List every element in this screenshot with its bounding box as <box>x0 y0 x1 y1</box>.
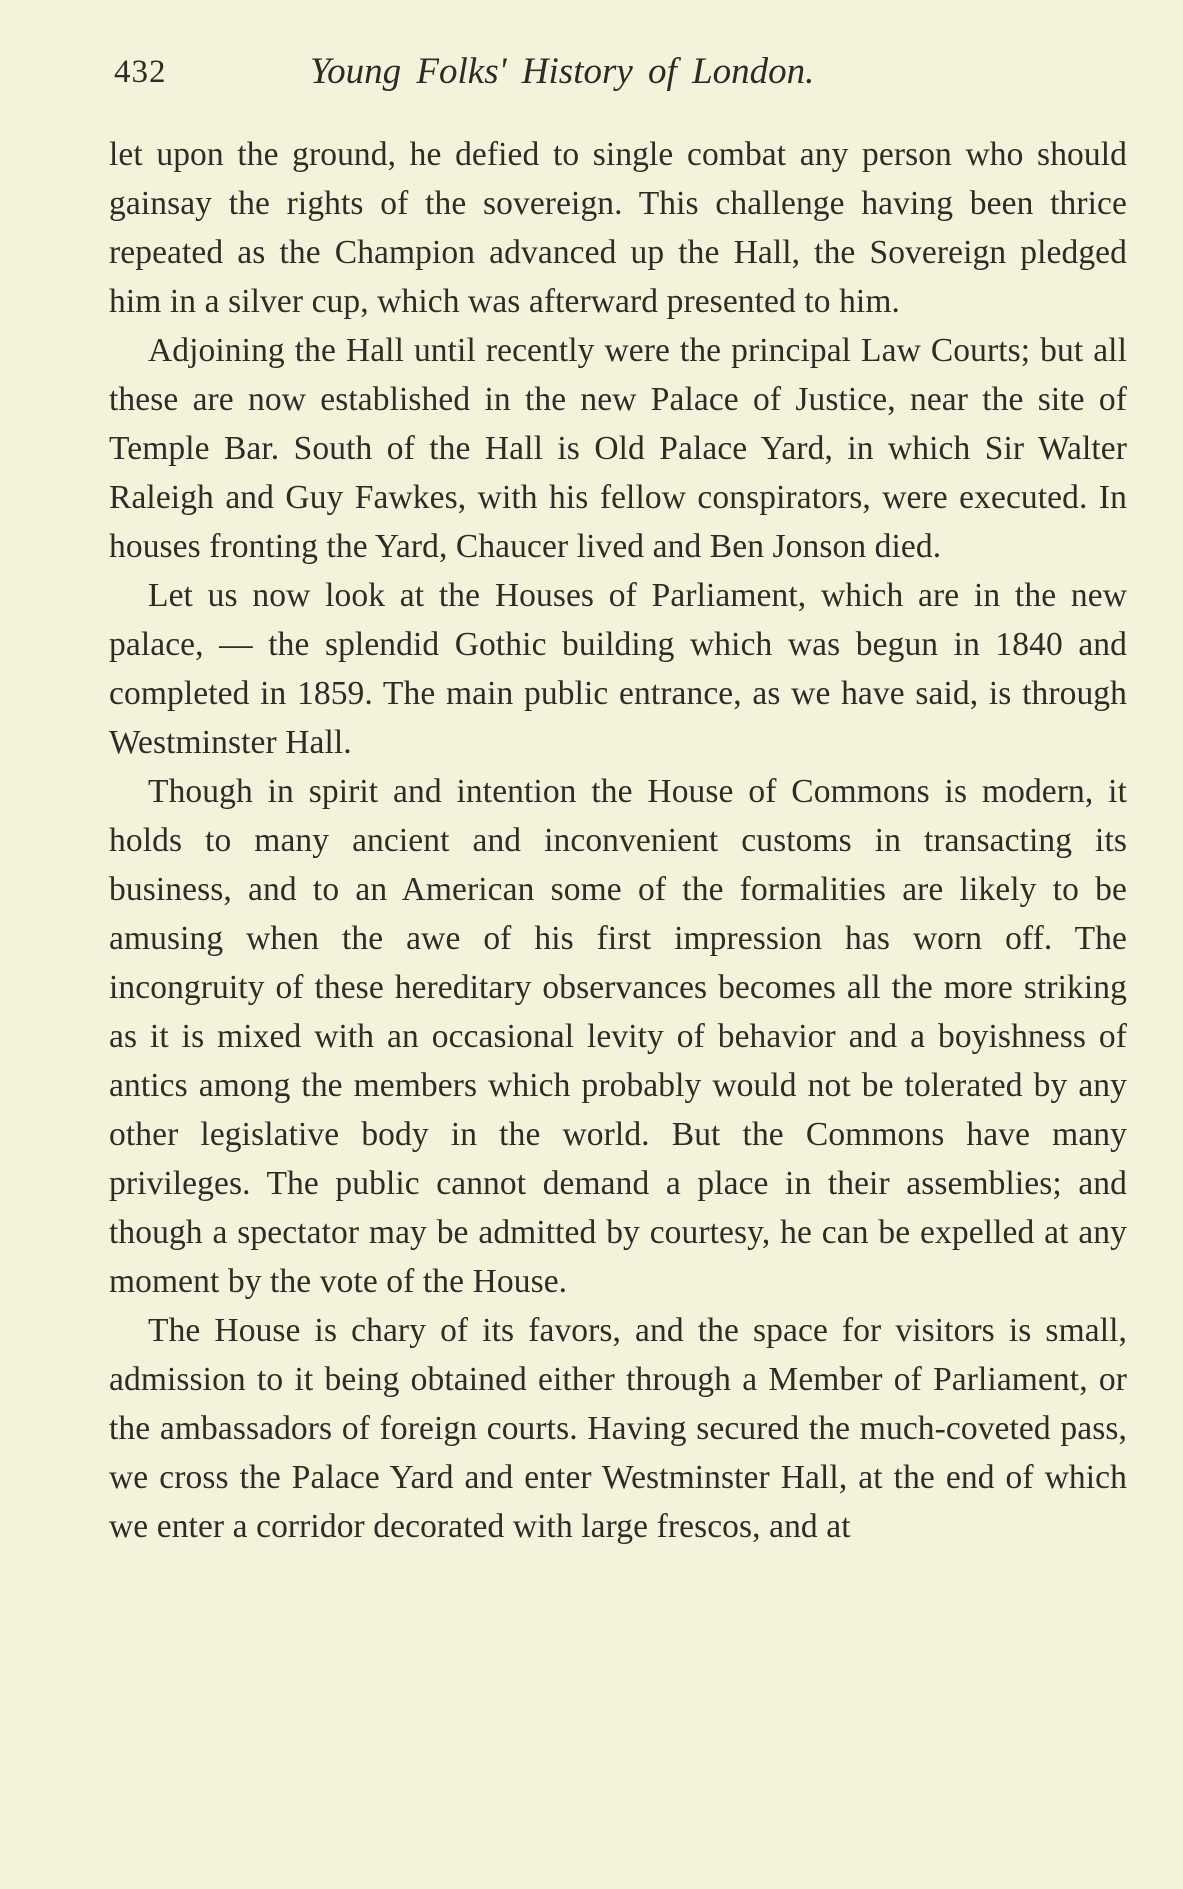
paragraph-house-of-commons: Though in spirit and intention the House of Commons is modern, it holds to many ancient and inconvenient customs in transacting its business, and to an American some of the formalities are likely to be amusing when the awe of his first impression has worn off. The incongruity of these hereditary observances becomes all the more striking as it is mixed with an occasional levity of behavior and a boyishness of antics among the members which probably would not be tolerated by any other legislative body in the world. But the Commons have many privileges. The public cannot demand a place in their assemblies; and though a spectator may be admitted by courtesy, he can be expelled at any moment by the vote of the House. <box>109 773 1127 1300</box>
page-number: 432 <box>114 54 167 90</box>
running-head <box>114 48 1104 100</box>
paragraph-continuation: let upon the ground, he defied to single combat any person who should gainsay the rights of the sovereign. This challenge having been thrice repeated as the Champion advanced up the Hall, the Sovereign pledged him in a silver cup, which was afterward presented to him. <box>109 136 1127 320</box>
paragraph-visitors: The House is chary of its favors, and the space for visitors is small, admission to it being obtained either through a Member of Parliament, or the ambassadors of foreign courts. Having secured the much-coveted pass, we cross the Palace Yard and enter Westminster Hall, at the end of which we enter a corridor decorated with large frescos, and at <box>109 1312 1127 1545</box>
paragraph-houses-of-parliament: Let us now look at the Houses of Parliament, which are in the new palace, — the splendid Gothic building which was begun in 1840 and completed in 1859. The main public entrance, as we have said, is through Westminster Hall. <box>109 577 1127 761</box>
body-text <box>109 130 1127 1551</box>
book-title: Young Folks' History of London. <box>310 51 815 92</box>
paragraph-law-courts: Adjoining the Hall until recently were the principal Law Courts; but all these are now established in the new Palace of Justice, near the site of Temple Bar. South of the Hall is Old Palace Yard, in which Sir Walter Raleigh and Guy Fawkes, with his fellow conspirators, were executed. In houses fronting the Yard, Chaucer lived and Ben Jonson died. <box>109 332 1127 565</box>
